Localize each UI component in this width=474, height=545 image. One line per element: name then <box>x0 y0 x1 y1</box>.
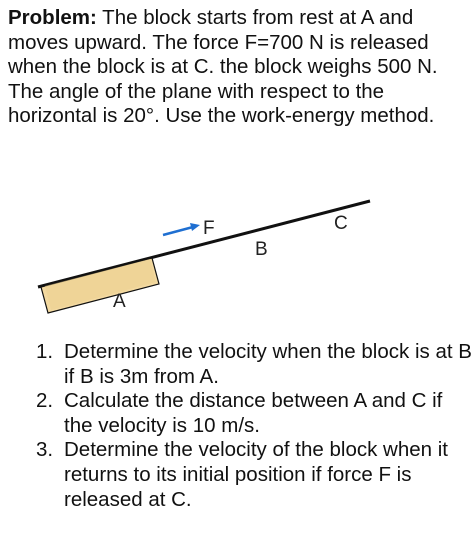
problem-label: Problem: <box>8 6 97 29</box>
point-b-label: B <box>255 239 268 260</box>
question-list <box>36 340 472 512</box>
incline-plane <box>38 201 370 287</box>
question-number: 2. <box>36 389 54 413</box>
question-text: Determine the velocity when the block is at B if B is 3m from A. <box>64 340 472 388</box>
question-text: Calculate the distance between A and C if the velocity is 10 m/s. <box>64 389 443 437</box>
question-text: Determine the velocity of the block when it returns to its initial position if force F is released at C. <box>64 438 448 511</box>
question-item <box>36 389 472 438</box>
question-number: 1. <box>36 340 54 363</box>
force-arrow-icon <box>163 223 200 235</box>
block-shade <box>45 259 156 310</box>
point-c-label: C <box>334 213 348 234</box>
incline-diagram <box>0 180 474 330</box>
point-a-label: A <box>113 291 126 312</box>
problem-text: The block starts from rest at A and moves upward. The force F=700 N is released when the block is at C. the block weighs 500 N. The angle of the plane with respect to the horizontal is 20°. Use the work-energy method. <box>8 6 438 128</box>
question-number: 3. <box>36 438 54 462</box>
force-label: F <box>203 218 215 239</box>
question-item <box>36 438 472 512</box>
problem-statement <box>8 6 468 129</box>
question-item <box>36 340 472 389</box>
